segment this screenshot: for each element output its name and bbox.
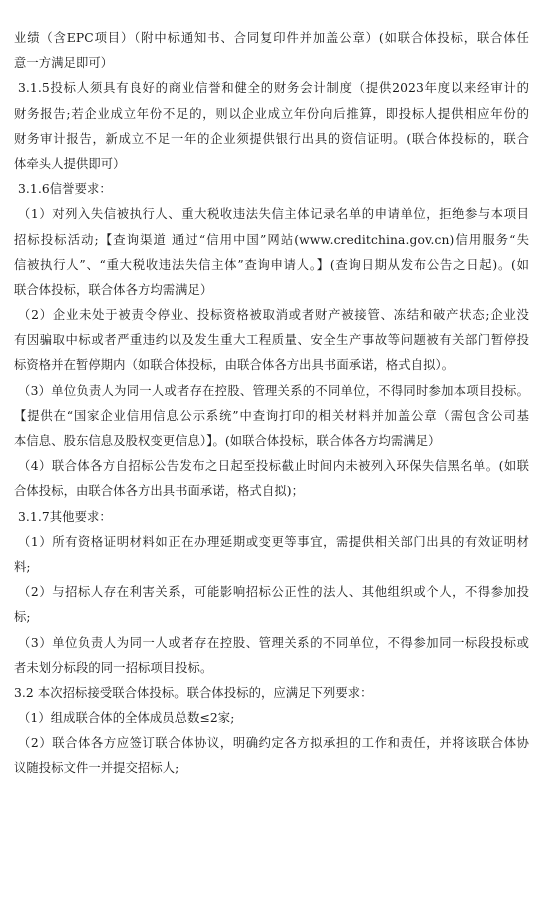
text-line: 议随投标文件一并提交招标人; <box>14 761 180 776</box>
text-line: 意一方满足即可） <box>14 56 114 71</box>
section-3-1-5-text: 3.1.5投标人须具有良好的商业信誉和健全的财务会计制度（提供2023年度以来经审计的 <box>18 81 529 96</box>
text-line: （1）对列入失信被执行人、重大税收违法失信主体记录名单的申请单位，拒绝参与本项目 <box>18 207 529 222</box>
text-line: （2）联合体各方应签订联合体协议，明确约定各方拟承担的工作和责任，并将该联合体协 <box>18 736 529 751</box>
text-line: （1）所有资格证明材料如正在办理延期或变更等事宜，需提供相关部门出具的有效证明材 <box>18 534 529 549</box>
text-line: 招标投标活动;【查询渠道 通过“信用中国”网站(www.creditchina.gov.cn)信用服务“失 <box>14 232 529 247</box>
text-line: 标资格并在暂停期内（如联合体投标，由联合体各方出具书面承诺，格式自拟）。 <box>14 358 455 373</box>
text-line: 业绩（含EPC项目）（附中标通知书、合同复印件并加盖公章）(如联合体投标，联合体任 <box>14 31 529 45</box>
text-line: 有因骗取中标或者严重违约以及发生重大工程质量、安全生产事故等问题被有关部门暂停投 <box>14 333 529 348</box>
text-line: 体牵头人提供即可） <box>14 156 126 171</box>
section-3-2-text: 3.2 本次招标接受联合体投标。联合体投标的，应满足下列要求： <box>14 685 373 700</box>
text-line: 本信息、股东信息及股权变更信息）】。(如联合体投标，联合体各方均需满足） <box>14 434 441 448</box>
text-line: 联合体投标，联合体各方均需满足） <box>14 282 213 297</box>
text-line: 料; <box>14 559 31 574</box>
text-line: （3）单位负责人为同一人或者存在控股、管理关系的不同单位，不得同时参加本项目投标。 <box>18 383 529 398</box>
text-line: （4）联合体各方自招标公告发布之日起至投标截止时间内未被列入环保失信黑名单。(如联 <box>18 459 529 474</box>
section-3-1-6-heading: 3.1.6信誉要求： <box>18 182 112 197</box>
text-line: （2）与招标人存在利害关系，可能影响招标公正性的法人、其他组织或个人，不得参加投 <box>18 585 529 600</box>
text-line: 者未划分标段的同一招标项目投标。 <box>14 660 213 675</box>
text-line: 标; <box>14 610 31 625</box>
text-line: （2）企业未处于被责令停业、投标资格被取消或者财产被接管、冻结和破产状态;企业没 <box>18 308 529 323</box>
text-line: 【提供在“国家企业信用信息公示系统”中查询打印的相关材料并加盖公章（需包含公司基 <box>14 408 529 423</box>
text-line: （1）组成联合体的全体成员总数≤2家; <box>18 711 235 726</box>
text-line: 信被执行人”、“重大税收违法失信主体”查询申请人。】(查询日期从发布公告之日起)。(如 <box>14 257 529 272</box>
text-line: 财务报告;若企业成立年份不足的，则以企业成立年份向后推算，即投标人提供相应年份的 <box>14 106 529 121</box>
text-line: 合体投标，由联合体各方出具书面承诺，格式自拟)； <box>14 484 305 499</box>
text-line: （3）单位负责人为同一人或者存在控股、管理关系的不同单位，不得参加同一标段投标或 <box>18 635 529 650</box>
section-3-1-7-heading: 3.1.7其他要求： <box>18 509 112 524</box>
text-line: 财务审计报告，新成立不足一年的企业须提供银行出具的资信证明。(联合体投标的，联合 <box>14 131 529 146</box>
